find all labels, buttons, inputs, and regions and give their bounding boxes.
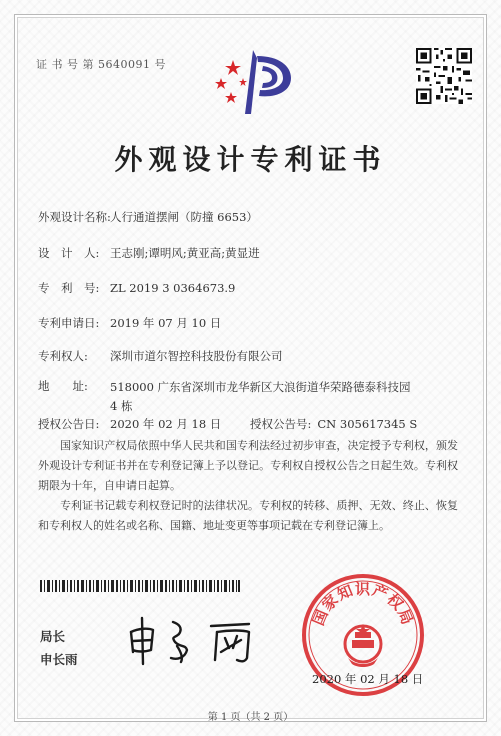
grant-number-label: 授权公告号:	[250, 417, 312, 431]
qr-code-icon	[416, 48, 472, 104]
patent-number-label: 专 利 号:	[38, 281, 100, 295]
application-date-label: 专利申请日:	[38, 316, 100, 330]
certificate-number: 证 书 号 第 5640091 号	[36, 58, 166, 71]
patentee-label: 专利权人:	[38, 349, 88, 363]
address-row	[38, 378, 110, 394]
page-footer: 第 1 页（共 2 页）	[207, 712, 294, 723]
application-date-value: 2019 年 07 月 10 日	[110, 316, 222, 330]
patentee-value: 深圳市道尔智控科技股份有限公司	[110, 349, 283, 363]
designer-label: 设 计 人:	[38, 246, 100, 260]
application-date-row	[38, 315, 221, 331]
grant-row	[38, 416, 417, 432]
grant-number-value: CN 305617345 S	[317, 417, 418, 431]
signature-icon	[125, 608, 265, 668]
page-title: 外观设计专利证书	[114, 143, 387, 176]
design-name-value: 人行通道摆闸（防撞 6653）	[110, 210, 258, 224]
seal-date: 2020 年 02 月 18 日	[312, 672, 424, 686]
designer-row	[38, 245, 260, 261]
notice-paragraph: 专利证书记载专利权登记时的法律状况。专利权的转移、质押、无效、终止、恢复和专利权人的姓名或名称、国籍、地址变更等事项记载在专利登记簿上。	[38, 499, 458, 532]
signatory-name: 申长雨	[40, 652, 78, 667]
grant-date-label: 授权公告日:	[38, 417, 100, 431]
design-name-row	[38, 209, 258, 225]
address-value: 518000 广东省深圳市龙华新区大浪街道华荣路德泰科技园 4 栋	[110, 380, 411, 413]
design-name-label: 外观设计名称:	[38, 210, 111, 224]
barcode-icon	[40, 580, 240, 592]
grant-date-value: 2020 年 02 月 18 日	[110, 417, 222, 431]
designer-value: 王志刚;谭明风;黄亚高;黄显进	[110, 246, 260, 260]
patent-number-row	[38, 280, 235, 296]
patent-number-value: ZL 2019 3 0364673.9	[110, 281, 236, 295]
seal-text: 国家知识产权局	[309, 580, 417, 629]
address-label: 地 址:	[38, 379, 88, 393]
signatory-title: 局长	[40, 629, 66, 644]
patent-office-emblem-icon	[205, 48, 300, 120]
patentee-row	[38, 348, 283, 364]
notice-paragraph: 国家知识产权局依照中华人民共和国专利法经过初步审查，决定授予专利权，颁发外观设计专利证书并在专利登记簿上予以登记。专利权自授权公告之日起生效。专利权期限为十年，自申请日起算。	[38, 439, 458, 492]
